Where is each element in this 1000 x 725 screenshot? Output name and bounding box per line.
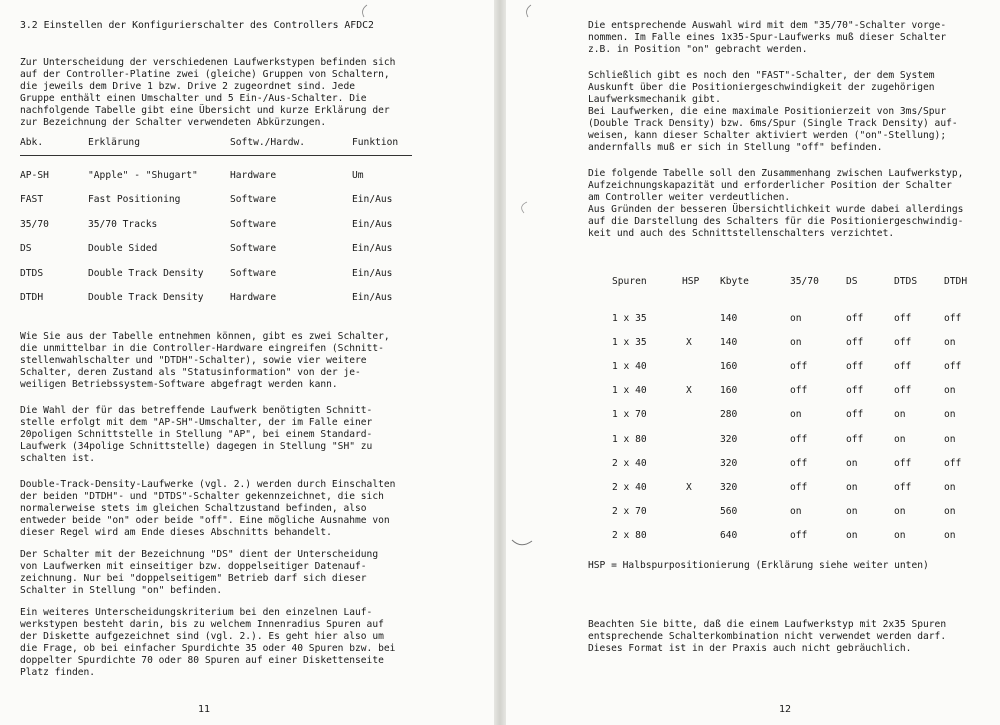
- cell-35-70: off: [790, 433, 808, 445]
- cell-hsp: [682, 524, 720, 548]
- switch-row: [612, 330, 984, 354]
- cell-spuren: 2 x 40: [612, 457, 647, 469]
- cell-dtds: off: [894, 457, 912, 469]
- cell-abk: 35/70: [20, 218, 49, 230]
- cell-spuren: 2 x 80: [612, 530, 647, 542]
- switch-row: [612, 354, 984, 378]
- cell-hsp: X: [686, 336, 692, 348]
- cell-spuren: 2 x 40: [612, 481, 647, 493]
- switch-configuration-table: [612, 270, 984, 548]
- header-hsp: HSP: [682, 275, 700, 287]
- cell-abk: FAST: [20, 194, 44, 205]
- cell-dtdh: off: [944, 360, 962, 372]
- cell-hsp: X: [686, 385, 692, 397]
- paragraph-double-sided: Der Schalter mit der Bezeichnung "DS" dient der Unterscheidung von Laufwerken mit einseitiger bzw. doppelseitiger Datenauf- zeichnung. Nur bei "doppelseitigem" Betrieb darf sich dieser Schalter in Stellung "on" befinden.: [20, 549, 379, 596]
- paragraph-double-track-density: Double-Track-Density-Laufwerke (vgl. 2.) werden durch Einschalten der beiden "DTDH"- und "DTDS"-Schalter gekennzeichnet, die sich normalerweise stets im gleichen Schaltzustand befinden, also entweder beide "on" oder beide "off". Eine mögliche Ausnahme von dieser Regel wird am Ende dieses Abschnitts behandelt.: [20, 479, 396, 538]
- cell-funktion: Ein/Aus: [352, 194, 393, 205]
- cell-softw-hardw: Hardware: [230, 170, 277, 181]
- switch-table-spacer: [612, 292, 984, 306]
- cell-kbyte: 320: [720, 457, 738, 469]
- cell-hsp: [682, 451, 720, 475]
- paragraph-fast-switch: Schließlich gibt es noch den "FAST"-Schalter, der dem System Auskunft über die Positioniergeschwindigkeit der zugehörigen Laufwerksmechanik gibt. Bei Laufwerken, die eine maximale Positionierzeit von 3ms/Spur (Double Track Density) bzw. 6ms/Spur (Single Track Density) auf- weisen, kann dieser Schalter aktiviert werden ("on"-Stellung); andernfalls muß er sich in Stellung "off" befinden.: [588, 70, 958, 153]
- cell-dtdh: on: [944, 433, 956, 445]
- header-ds: DS: [846, 275, 858, 287]
- cell-spuren: 1 x 80: [612, 433, 647, 445]
- cell-spuren: 1 x 35: [612, 336, 647, 348]
- cell-dtds: on: [894, 506, 906, 518]
- abbreviation-row: [20, 194, 412, 219]
- abbreviation-table-header: [20, 137, 412, 156]
- cell-dtds: on: [894, 530, 906, 542]
- cell-kbyte: 280: [720, 409, 738, 421]
- cell-funktion: Ein/Aus: [352, 292, 393, 303]
- cell-erklaerung: Double Track Density: [88, 292, 204, 303]
- cell-ds: on: [846, 481, 858, 493]
- cell-35-70: off: [790, 481, 808, 493]
- paragraph-note-2x35: Beachten Sie bitte, daß die einem Laufwerkstyp mit 2x35 Spuren entsprechende Schalterkombination nicht verwendet werden darf. Dieses Format ist in der Praxis auch nicht gebräuchlich.: [588, 619, 947, 654]
- scan-mark: [522, 4, 534, 18]
- cell-softw-hardw: Software: [230, 267, 277, 279]
- cell-kbyte: 320: [720, 481, 738, 493]
- intro-paragraph: Zur Unterscheidung der verschiedenen Laufwerkstypen befinden sich auf der Controller-Platine zwei (gleiche) Gruppen von Schaltern, die jeweils dem Drive 1 bzw. Drive 2 zugeordnet sind. Jede Gruppe enthält einen Umschalter und 5 Ein-/Aus-Schalter. Die nachfolgende Tabelle gibt eine Übersicht und kurze Erklärung der zur Bezeichnung der Schalter verwendeten Abkürzungen.: [20, 57, 396, 128]
- cell-ds: off: [846, 409, 864, 421]
- cell-ds: off: [846, 385, 864, 397]
- hsp-footnote: HSP = Halbspurpositionierung (Erklärung siehe weiter unten): [588, 560, 929, 571]
- cell-ds: off: [846, 312, 864, 324]
- cell-abk: DTDS: [20, 267, 44, 279]
- cell-ds: off: [846, 360, 864, 372]
- switch-row: [612, 500, 984, 524]
- cell-dtds: off: [894, 336, 912, 348]
- cell-erklaerung: Fast Positioning: [88, 194, 181, 205]
- cell-abk: DTDH: [20, 292, 44, 303]
- cell-ds: on: [846, 530, 858, 542]
- cell-softw-hardw: Hardware: [230, 292, 277, 303]
- cell-35-70: off: [790, 385, 808, 397]
- paragraph-35-70-switch: Die entsprechende Auswahl wird mit dem "35/70"-Schalter vorge- nommen. Im Falle eines 1x35-Spur-Laufwerks muß dieser Schalter z.B. in Position "on" gebracht werden.: [588, 20, 947, 55]
- cell-ds: on: [846, 457, 858, 469]
- cell-hsp: [682, 403, 720, 427]
- scan-mark: [515, 200, 529, 214]
- cell-funktion: Ein/Aus: [352, 267, 393, 279]
- switch-row: [612, 379, 984, 403]
- cell-hsp: [682, 427, 720, 451]
- cell-softw-hardw: Software: [230, 194, 277, 205]
- header-softw-hardw: Softw./Hardw.: [230, 137, 352, 156]
- switch-row: [612, 475, 984, 499]
- scan-mark: [511, 537, 533, 549]
- page-number-right: 12: [779, 704, 792, 715]
- cell-hsp: X: [686, 481, 692, 493]
- cell-erklaerung: 35/70 Tracks: [88, 218, 158, 230]
- switch-row: [612, 451, 984, 475]
- switch-table-header: [612, 270, 984, 292]
- header-abk: Abk.: [20, 137, 88, 156]
- cell-dtdh: on: [944, 385, 956, 397]
- cell-dtdh: on: [944, 409, 956, 421]
- abbreviation-row: [20, 243, 412, 268]
- cell-35-70: off: [790, 530, 808, 542]
- cell-kbyte: 640: [720, 530, 738, 542]
- cell-dtds: off: [894, 360, 912, 372]
- cell-funktion: Ein/Aus: [352, 218, 393, 230]
- paragraph-switch-overview: Wie Sie aus der Tabelle entnehmen können, gibt es zwei Schalter, die unmittelbar in die Controller-Hardware eingreifen (Schnitt- stellenwahlschalter und "DTDH"-Schalter), sowie vier weitere Schalter, deren Zustand als "Statusinformation" von der je- weiligen Betriebssystem-Software abgefragt werden kann.: [20, 331, 390, 390]
- cell-erklaerung: Double Track Density: [88, 267, 204, 279]
- cell-spuren: 1 x 40: [612, 385, 647, 397]
- cell-35-70: on: [790, 409, 802, 421]
- switch-row: [612, 306, 984, 330]
- header-dtds: DTDS: [894, 275, 918, 287]
- cell-dtds: off: [894, 481, 912, 493]
- cell-kbyte: 560: [720, 506, 738, 518]
- header-35-70: 35/70: [790, 275, 819, 287]
- section-heading: 3.2 Einstellen der Konfigurierschalter des Controllers AFDC2: [20, 20, 374, 31]
- cell-dtdh: on: [944, 336, 956, 348]
- paragraph-table-intro: Die folgende Tabelle soll den Zusammenhang zwischen Laufwerkstyp, Aufzeichnungskapazität und erforderlicher Position der Schalter am Controller weiter verdeutlichen. Aus Gründen der besseren Übersichtlichkeit wurde dabei allerdings auf die Darstellung des Schalters für die Positioniergeschwindig- keit und auch des Schnittstellenschalters verzichtet.: [588, 168, 964, 239]
- cell-softw-hardw: Software: [230, 243, 277, 254]
- cell-ds: off: [846, 336, 864, 348]
- cell-kbyte: 160: [720, 385, 738, 397]
- cell-kbyte: 320: [720, 433, 738, 445]
- cell-dtdh: off: [944, 457, 962, 469]
- header-erklaerung: Erklärung: [88, 137, 230, 156]
- cell-dtds: off: [894, 385, 912, 397]
- scan-mark: [358, 4, 370, 18]
- cell-dtds: off: [894, 312, 912, 324]
- cell-erklaerung: "Apple" - "Shugart": [88, 170, 198, 181]
- cell-softw-hardw: Software: [230, 218, 277, 230]
- cell-dtdh: off: [944, 312, 962, 324]
- cell-spuren: 1 x 40: [612, 360, 647, 372]
- abbreviation-row: [20, 268, 412, 293]
- switch-row: [612, 524, 984, 548]
- cell-dtdh: on: [944, 481, 956, 493]
- book-gutter: [494, 0, 506, 725]
- abbreviation-table: [20, 137, 412, 317]
- paragraph-interface-selection: Die Wahl der für das betreffende Laufwerk benötigten Schnitt- stelle erfolgt mit dem "AP-SH"-Umschalter, der im Falle einer 20poligen Schnittstelle in Stellung "AP", bei einem Standard- Laufwerk (34polige Schnittstelle) dagegen in Stellung "SH" zu schalten ist.: [20, 405, 373, 464]
- cell-hsp: [682, 354, 720, 378]
- abbreviation-row: [20, 292, 412, 317]
- cell-kbyte: 140: [720, 336, 738, 348]
- cell-dtdh: on: [944, 506, 956, 518]
- header-kbyte: Kbyte: [720, 275, 749, 287]
- cell-kbyte: 160: [720, 360, 738, 372]
- header-funktion: Funktion: [352, 137, 412, 156]
- cell-funktion: Um: [352, 170, 364, 181]
- cell-funktion: Ein/Aus: [352, 243, 393, 254]
- abbreviation-row: [20, 219, 412, 244]
- paragraph-inner-radius: Ein weiteres Unterscheidungskriterium bei den einzelnen Lauf- werkstypen besteht darin, bis zu welchem Innenradius Spuren auf der Diskette aufgezeichnet sind (vgl. 2.). Es geht hier also um die Frage, ob bei einfacher Spurdichte 35 oder 40 Spuren bzw. bei doppelter Spurdichte 70 oder 80 Spuren auf einer Diskettenseite Platz finden.: [20, 607, 396, 678]
- cell-dtds: on: [894, 433, 906, 445]
- cell-abk: AP-SH: [20, 170, 49, 181]
- cell-erklaerung: Double Sided: [88, 243, 158, 254]
- page-number-left: 11: [198, 704, 211, 715]
- abbreviation-row: [20, 156, 412, 195]
- cell-35-70: on: [790, 506, 802, 518]
- cell-hsp: [682, 306, 720, 330]
- cell-35-70: on: [790, 312, 802, 324]
- cell-dtdh: on: [944, 530, 956, 542]
- cell-35-70: off: [790, 360, 808, 372]
- switch-row: [612, 403, 984, 427]
- header-spuren: Spuren: [612, 275, 647, 287]
- cell-spuren: 1 x 35: [612, 312, 647, 324]
- cell-dtds: on: [894, 409, 906, 421]
- cell-35-70: off: [790, 457, 808, 469]
- cell-spuren: 1 x 70: [612, 409, 647, 421]
- cell-ds: off: [846, 433, 864, 445]
- cell-spuren: 2 x 70: [612, 506, 647, 518]
- cell-hsp: [682, 500, 720, 524]
- cell-kbyte: 140: [720, 312, 738, 324]
- cell-abk: DS: [20, 243, 32, 254]
- cell-ds: on: [846, 506, 858, 518]
- cell-35-70: on: [790, 336, 802, 348]
- header-dtdh: DTDH: [944, 275, 968, 287]
- switch-row: [612, 427, 984, 451]
